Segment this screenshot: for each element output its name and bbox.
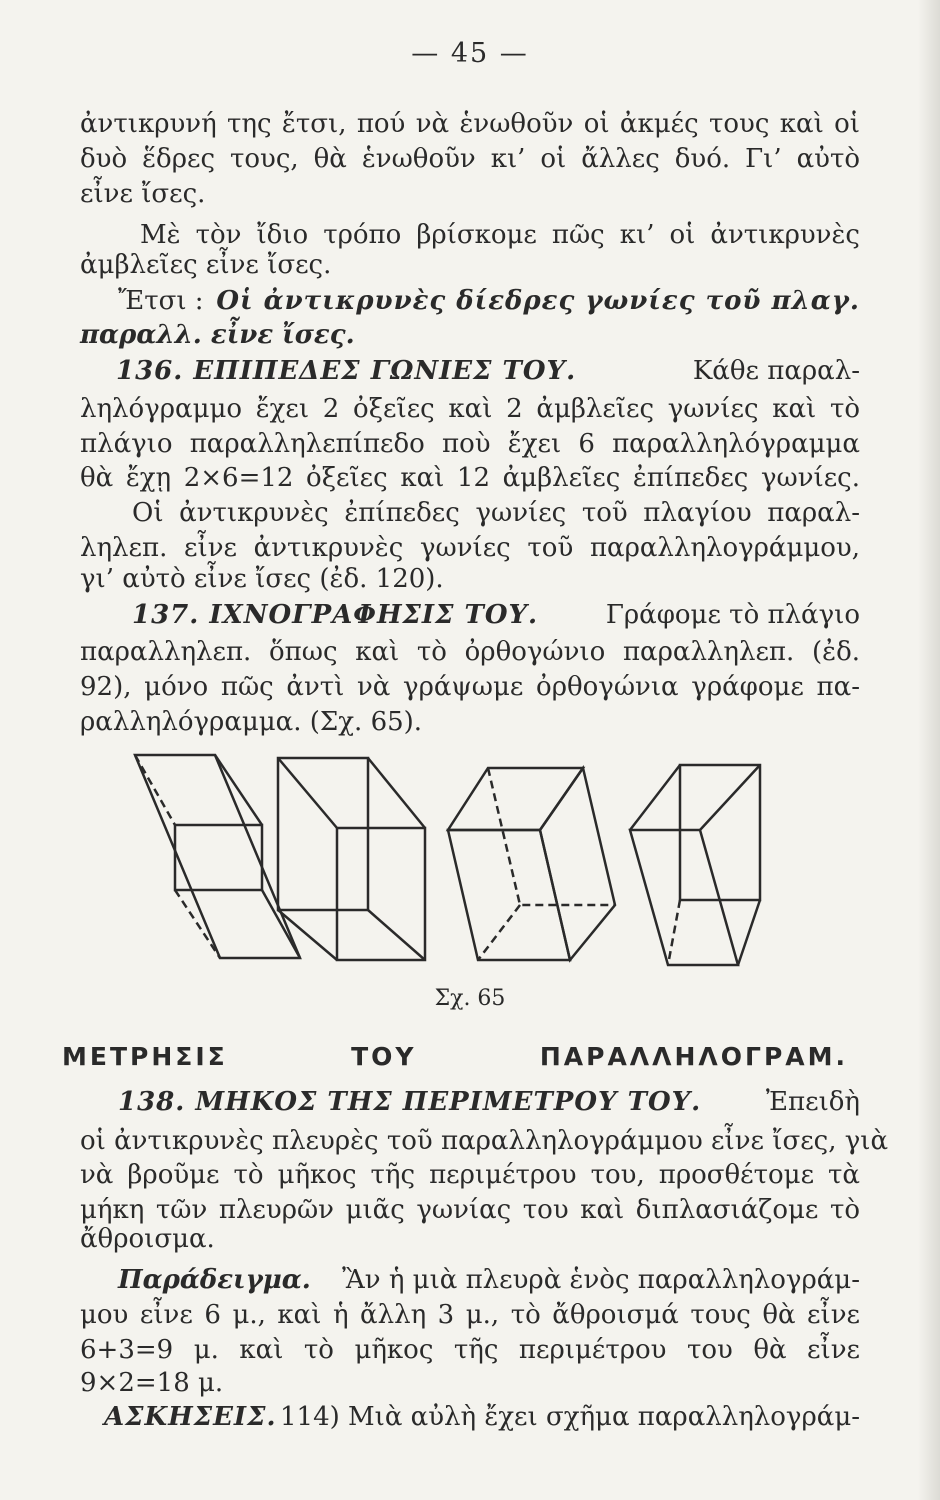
text-line: 6+3=9 μ. καὶ τὸ μῆκος τῆς περιμέτρου του θὰ εἶνε — [80, 1335, 860, 1365]
text-line: Οἱ ἀντικρυνὲς ἐπίπεδες γωνίες τοῦ πλαγίου παραλ- — [132, 498, 860, 528]
text-line: ἀντικρυνή της ἔτσι, πού νὰ ἑνωθοῦν οἱ ἀκμές τους καὶ οἱ — [80, 109, 860, 139]
text-fragment: Ἐπειδὴ — [765, 1087, 860, 1117]
text-line: παραλληλεπ. ὅπως καὶ τὸ ὀρθογώνιο παραλληλεπ. (ἐδ. — [80, 637, 860, 667]
parallelepiped-3 — [448, 768, 615, 960]
section-138-title-line — [118, 1085, 860, 1119]
text-fragment: 114) Μιὰ αὐλὴ ἔχει σχῆμα παραλληλογράμ- — [279, 1402, 860, 1432]
example-label: Παράδειγμα. — [118, 1265, 311, 1295]
conclusion-statement: Οἱ ἀντικρυνὲς δίεδρες γωνίες τοῦ πλαγ. — [216, 286, 860, 316]
parallelepiped-4 — [630, 765, 760, 965]
section-136-title-line — [116, 354, 860, 388]
conclusion-line-end: παραλλ. εἶνε ἴσες. — [80, 320, 355, 350]
text-line: μου εἶνε 6 μ., καὶ ἡ ἄλλη 3 μ., τὸ ἄθροισμά τους θὰ εἶνε — [80, 1300, 860, 1330]
section-138-heading: 138. ΜΗΚΟΣ ΤΗΣ ΠΕΡΙΜΕΤΡΟΥ ΤΟΥ. — [118, 1087, 702, 1117]
text-line: 9×2=18 μ. — [80, 1368, 224, 1398]
text-line: Μὲ τὸν ἴδιο τρόπο βρίσκομε πῶς κι’ οἱ ἀντικρυνὲς — [140, 220, 860, 250]
text-line: γι’ αὐτὸ εἶνε ἴσες (ἐδ. 120). — [80, 564, 444, 594]
text-line: ἀμβλεῖες εἶνε ἴσες. — [80, 250, 332, 280]
parallelepiped-2 — [278, 758, 425, 960]
section-137-title-line — [132, 598, 860, 632]
exercises-line — [104, 1400, 860, 1434]
text-line: ληλεπ. εἶνε ἀντικρυνὲς γωνίες τοῦ παραλληλογράμμου, — [80, 533, 860, 563]
text-line: νὰ βροῦμε τὸ μῆκος τῆς περιμέτρου του, προσθέτομε τὰ — [80, 1160, 860, 1190]
figure-caption: Σχ. 65 — [434, 986, 506, 1011]
text-line: δυὸ ἕδρες τους, θὰ ἑνωθοῦν κι’ οἱ ἄλλες δυό. Γι’ αὐτὸ — [80, 144, 860, 174]
text-fragment: Γράφομε τὸ πλάγιο — [605, 600, 860, 630]
text-line: θὰ ἔχῃ 2×6=12 ὀξεῖες καὶ 12 ἀμβλεῖες ἐπίπεδες γωνίες. — [80, 463, 860, 493]
conclusion-prefix: Ἔτσι : — [118, 286, 204, 316]
text-line: μήκη τῶν πλευρῶν μιᾶς γωνίας του καὶ διπλασιάζομε τὸ — [80, 1195, 860, 1225]
example-line — [118, 1263, 860, 1297]
text-line: οἱ ἀντικρυνὲς πλευρὲς τοῦ παραλληλογράμμου εἶνε ἴσες, γιὰ — [80, 1126, 889, 1156]
parallelepiped-1 — [135, 755, 300, 958]
section-137-heading: 137. ΙΧΝΟΓΡΑΦΗΣΙΣ ΤΟΥ. — [132, 600, 539, 630]
section-136-heading: 136. ΕΠΙΠΕΔΕΣ ΓΩΝΙΕΣ ΤΟΥ. — [116, 356, 577, 386]
text-line: ραλληλόγραμμα. (Σχ. 65). — [80, 707, 423, 737]
chapter-heading: ΜΕΤΡΗΣΙΣ ΤΟΥ ΠΑΡΑΛΛΗΛΟΓΡΑΜ. — [62, 1042, 848, 1071]
exercises-label: ΑΣΚΗΣΕΙΣ. — [104, 1402, 277, 1432]
text-line: 92), μόνο πῶς ἀντὶ νὰ γράψωμε ὀρθογώνια γράφομε πα- — [80, 672, 860, 702]
figure-65-parallelepipeds — [0, 740, 940, 980]
text-line: ἄθροισμα. — [80, 1224, 215, 1254]
conclusion-line — [118, 284, 860, 318]
text-fragment: Ἂν ἡ μιὰ πλευρὰ ἑνὸς παραλληλογράμ- — [342, 1265, 860, 1295]
text-line: πλάγιο παραλληλεπίπεδο ποὺ ἔχει 6 παραλληλόγραμμα — [80, 429, 860, 459]
text-line: ληλόγραμμο ἔχει 2 ὀξεῖες καὶ 2 ἀμβλεῖες γωνίες καὶ τὸ — [80, 394, 860, 424]
text-line: εἶνε ἴσες. — [80, 179, 206, 209]
page-number: — 45 — — [411, 38, 529, 69]
text-fragment: Κάθε παραλ- — [692, 356, 860, 386]
